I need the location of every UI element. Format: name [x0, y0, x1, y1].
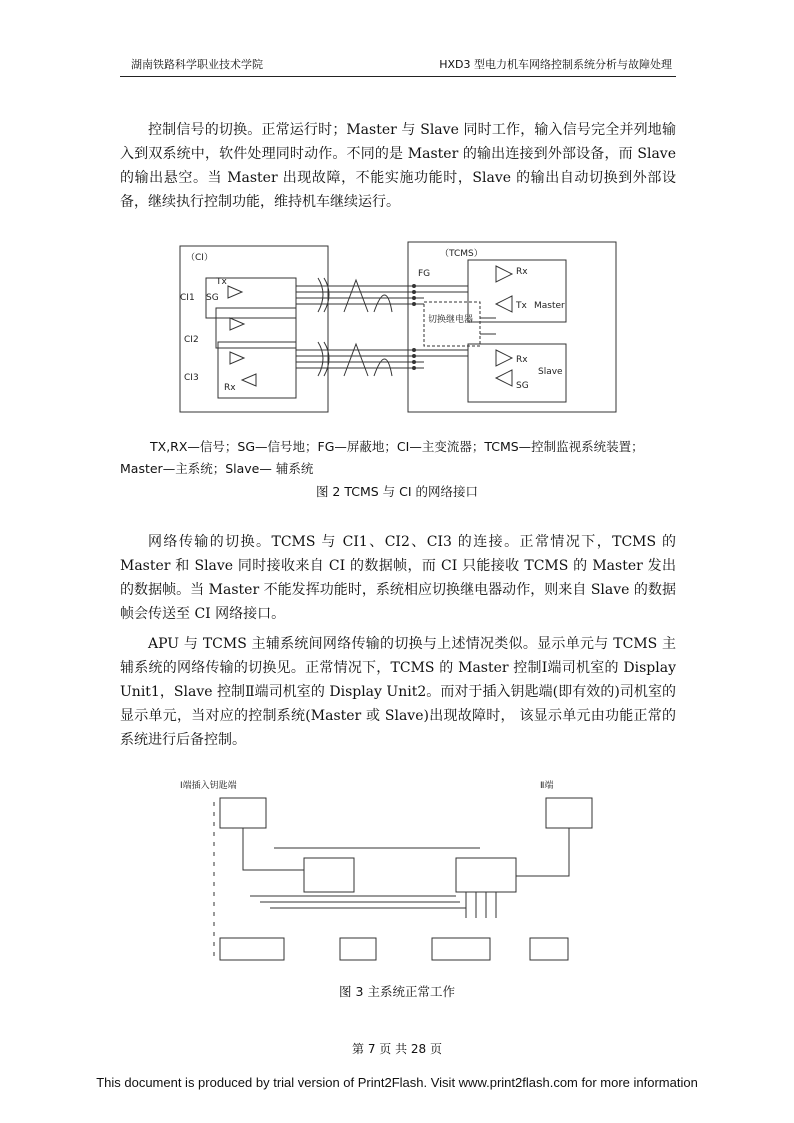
master-tx-label: Tx: [516, 301, 527, 311]
device-box-1: [220, 938, 284, 960]
end1-label: Ⅰ端插入钥匙端: [180, 781, 237, 791]
ci-group-box: [180, 246, 328, 412]
device-box-2: [340, 938, 376, 960]
figure1-caption: 图 2 TCMS 与 CI 的网络接口: [315, 484, 479, 499]
ci-sg-label: SG: [206, 293, 219, 303]
ci3-label: CI3: [184, 373, 199, 383]
figure-master-normal: [180, 778, 600, 968]
slave-rx-label: Rx: [516, 355, 528, 365]
fg-label: FG: [418, 269, 431, 279]
end2-label: Ⅱ端: [540, 781, 554, 791]
header-left: 湖南铁路科学职业技术学院: [131, 58, 263, 71]
ci-group-label: （CI）: [186, 253, 213, 263]
figure-tcms-ci-interface: [178, 238, 618, 418]
ci1-label: CI1: [180, 293, 195, 303]
master-unit-box: [304, 858, 354, 892]
tcms-group-label: （TCMS）: [440, 249, 483, 259]
display-unit-1-box: [220, 798, 266, 828]
paragraph-network-switch: 网络传输的切换。TCMS 与 CI1、CI2、CI3 的连接。正常情况下，TCMS 的 Master 和 Slave 同时接收来自 CI 的数据帧，而 CI 只能接收 TCMS 的 Master 发出的数据帧。当 Master 不能发挥功能时，系统相应切换继电器动作，则来自 Slave 的数据帧会传送至 CI 网络接口。: [120, 534, 676, 622]
slave-unit-box: [456, 858, 516, 892]
paragraph-apu-display: APU 与 TCMS 主辅系统间网络传输的切换与上述情况类似。显示单元与 TCMS 主辅系统的网络传输的切换见。正常情况下，TCMS 的 Master 控制Ⅰ端司机室的 Display Unit1，Slave 控制Ⅱ端司机室的 Display Unit2。而对于插入钥匙端(即有效的)司机室的显示单元，当对应的控制系统(Master 或 Slave)出现故障时， 该显示单元由功能正常的系统进行后备控制。: [120, 636, 676, 748]
display-unit-2-box: [546, 798, 592, 828]
relay-label: 切换继电器: [428, 315, 474, 325]
header-right: HXD3 型电力机车网络控制系统分析与故障处理: [439, 58, 672, 71]
ci-tx-label: Tx: [216, 277, 227, 287]
ci-rx-label: Rx: [224, 383, 236, 393]
master-rx-label: Rx: [516, 267, 528, 277]
master-label: Master: [534, 301, 565, 311]
device-box-3: [432, 938, 490, 960]
header-rule: [120, 76, 676, 77]
paragraph-control-switch: 控制信号的切换。正常运行时；Master 与 Slave 同时工作，输入信号完全并列地输入到双系统中，软件处理同时动作。不同的是 Master 的输出连接到外部设备，而 Slave 的输出悬空。当 Master 出现故障，不能实施功能时，Slave 的输出自动切换到外部设备，继续执行控制功能，维持机车继续运行。: [120, 122, 676, 210]
figure2-caption: 图 3 主系统正常工作: [339, 984, 455, 999]
slave-sg-label: SG: [516, 381, 529, 391]
device-box-4: [530, 938, 568, 960]
trial-notice: This document is produced by trial version of Print2Flash. Visit www.print2flash.com for more information: [96, 1075, 698, 1090]
ci2-label: CI2: [184, 335, 199, 345]
figure1-legend: TX,RX—信号；SG—信号地；FG—屏蔽地；CI—主变流器；TCMS—控制监视系统装置；Master—主系统；Slave— 辅系统: [120, 439, 644, 476]
page-number: 第 7 页 共 28 页: [352, 1042, 442, 1056]
slave-label: Slave: [538, 367, 563, 377]
